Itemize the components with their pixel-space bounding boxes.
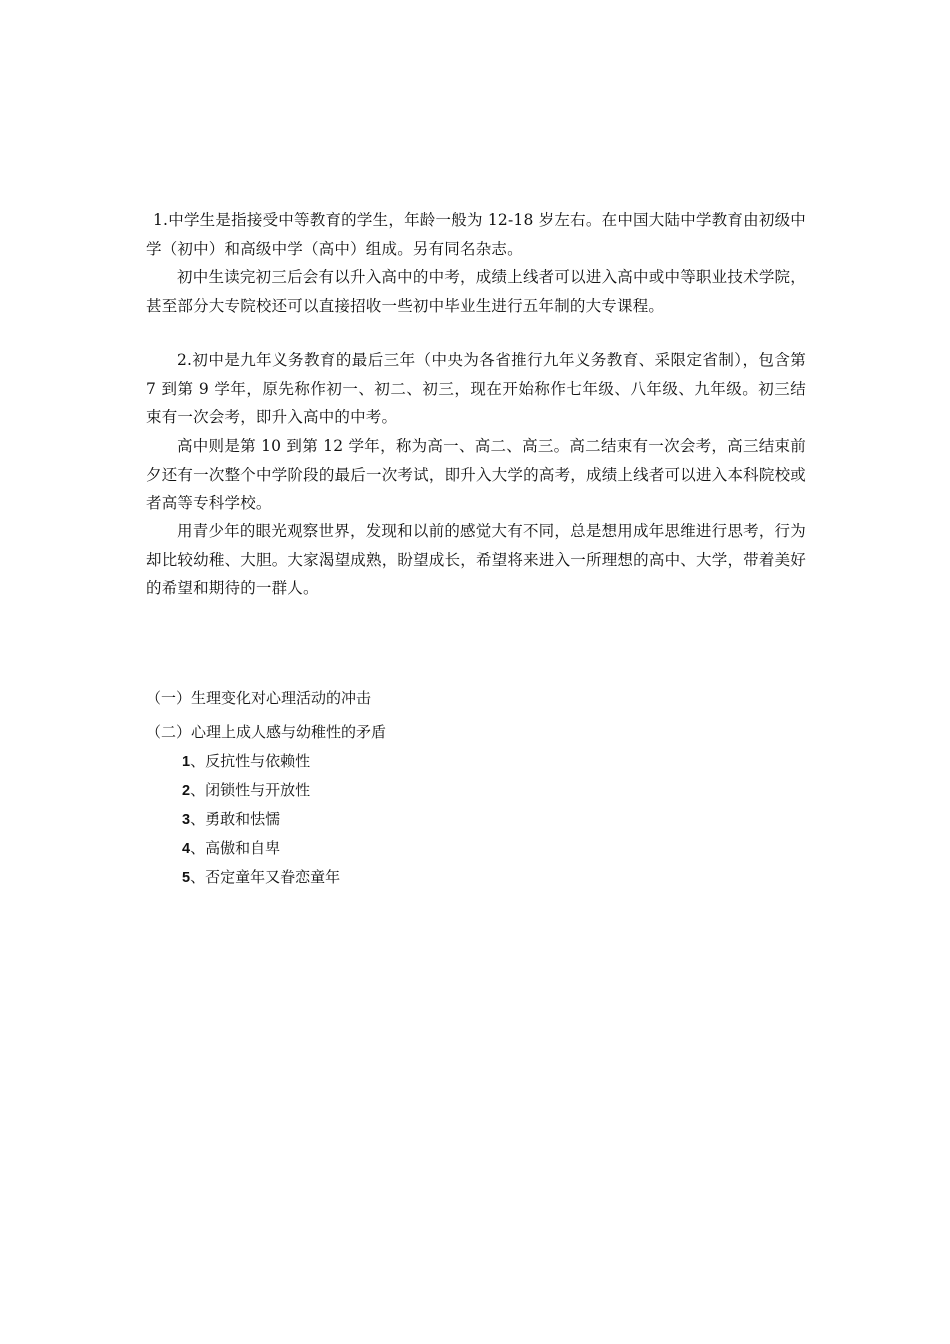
outline-item-index: 5 [182, 870, 191, 886]
outline-item-separator: 、 [190, 781, 206, 799]
section2-paragraph-3: 用青少年的眼光观察世界，发现和以前的感觉大有不同，总是想用成年思维进行思考，行为却比较幼稚、大胆。大家渴望成熟，盼望成长，希望将来进入一所理想的高中、大学，带着美好的希望和期待的一群人。 [146, 522, 806, 597]
outline-item [182, 750, 310, 773]
section2-paragraph-1: 2.初中是九年义务教育的最后三年（中央为各省推行九年义务教育、采限定省制），包含第 7 到第 9 学年，原先称作初一、初二、初三，现在开始称作七年级、八年级、九年级。初三结束有一次会考，即升入高中的中考。 [146, 351, 806, 426]
outline-item-index: 4 [182, 841, 191, 857]
outline-item-index: 2 [182, 783, 191, 799]
outline-item-text: 高傲和自卑 [205, 839, 281, 857]
outline-item [182, 808, 280, 831]
section1-paragraph-1: 1.中学生是指接受中等教育的学生，年龄一般为 12-18 岁左右。在中国大陆中学教育由初级中学（初中）和高级中学（高中）组成。另有同名杂志。 [146, 211, 806, 258]
section1-paragraph-2: 初中生读完初三后会有以升入高中的中考，成绩上线者可以进入高中或中等职业技术学院，甚至部分大专院校还可以直接招收一些初中毕业生进行五年制的大专课程。 [146, 268, 806, 315]
outline-item-separator: 、 [190, 752, 206, 770]
outline-item [182, 866, 340, 889]
outline-item-text: 闭锁性与开放性 [205, 781, 311, 799]
outline-item-index: 3 [182, 812, 191, 828]
outline-item [182, 779, 310, 802]
outline-item-index: 1 [182, 754, 191, 770]
outline-item-separator: 、 [190, 868, 206, 886]
outline-heading-1: （一）生理变化对心理活动的冲击 [146, 689, 372, 707]
outline-item [182, 837, 280, 860]
outline-item-separator: 、 [190, 810, 206, 828]
outline-heading-2: （二）心理上成人感与幼稚性的矛盾 [146, 723, 387, 741]
section2-paragraph-2: 高中则是第 10 到第 12 学年，称为高一、高二、高三。高二结束有一次会考，高三结束前夕还有一次整个中学阶段的最后一次考试，即升入大学的高考，成绩上线者可以进入本科院校或者高等专科学校。 [146, 437, 806, 512]
outline-item-text: 勇敢和怯懦 [205, 810, 281, 828]
outline-item-separator: 、 [190, 839, 206, 857]
outline-item-text: 反抗性与依赖性 [205, 752, 311, 770]
outline-item-text: 否定童年又眷恋童年 [205, 868, 341, 886]
